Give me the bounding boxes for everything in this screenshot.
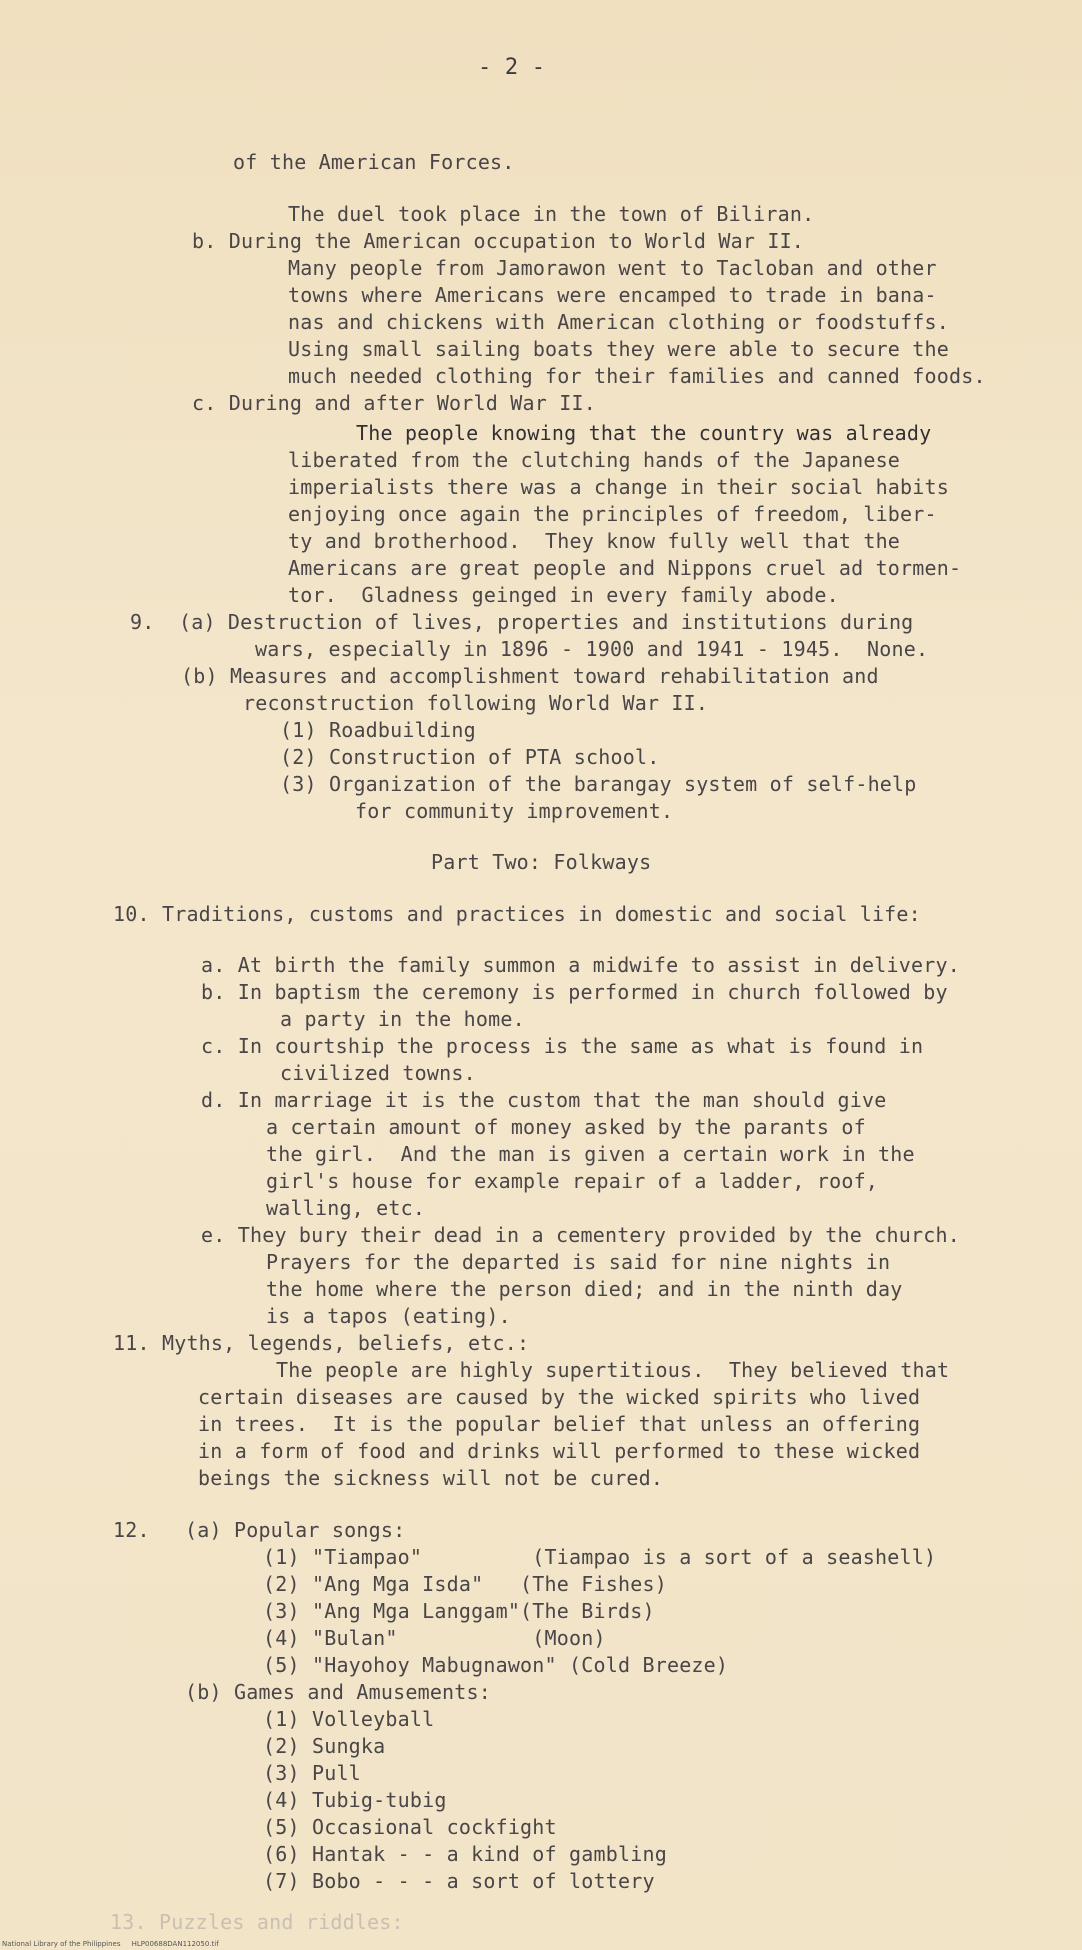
section10-item: civilized towns. bbox=[280, 1061, 476, 1085]
section10-item: the girl. And the man is given a certain work in the bbox=[266, 1142, 915, 1166]
section9-item-continuation: for community improvement. bbox=[355, 799, 674, 823]
page-number: - 2 - bbox=[478, 55, 546, 80]
section8b-line: Using small sailing boats they were able to secure the bbox=[288, 337, 950, 361]
section8-duel-line: The duel took place in the town of Biliran. bbox=[288, 202, 815, 226]
section12a-heading: (a) Popular songs: bbox=[185, 1518, 406, 1542]
section9-item: (2) Construction of PTA school. bbox=[280, 745, 660, 769]
section8b-line: much needed clothing for their families and canned foods. bbox=[288, 364, 986, 388]
game-item: (5) Occasional cockfight bbox=[263, 1815, 557, 1839]
section11-line: in a form of food and drinks will performed to these wicked bbox=[198, 1439, 921, 1463]
section8c-heading: c. During and after World War II. bbox=[192, 391, 596, 415]
section8-continuation: of the American Forces. bbox=[233, 150, 515, 174]
section11-line: in trees. It is the popular belief that unless an offering bbox=[198, 1412, 921, 1436]
section9b-line: (b) Measures and accomplishment toward rehabilitation and bbox=[181, 664, 879, 688]
song-item: (5) "Hayohoy Mabugnawon" (Cold Breeze) bbox=[263, 1653, 729, 1677]
section9a-line: 9. (a) Destruction of lives, properties and institutions during bbox=[130, 610, 914, 634]
section8c-line: Americans are great people and Nippons cruel ad tormen- bbox=[288, 556, 962, 580]
part-two-heading: Part Two: Folkways bbox=[431, 850, 652, 874]
section9-item: (1) Roadbuilding bbox=[280, 718, 476, 742]
section8c-line: liberated from the clutching hands of the Japanese bbox=[288, 448, 901, 472]
song-item: (3) "Ang Mga Langgam"(The Birds) bbox=[263, 1599, 655, 1623]
section10-heading: 10. Traditions, customs and practices in domestic and social life: bbox=[113, 902, 921, 926]
section12b-heading: (b) Games and Amusements: bbox=[185, 1680, 492, 1704]
section10-item: d. In marriage it is the custom that the man should give bbox=[201, 1088, 887, 1112]
section8c-line: enjoying once again the principles of freedom, liber- bbox=[288, 502, 937, 526]
section10-item: c. In courtship the process is the same as what is found in bbox=[201, 1034, 924, 1058]
section10-item: b. In baptism the ceremony is performed in church followed by bbox=[201, 980, 948, 1004]
section10-item: the home where the person died; and in the ninth day bbox=[266, 1277, 903, 1301]
faint-bottom-line: 13. Puzzles and riddles: bbox=[110, 1910, 404, 1934]
game-item: (3) Pull bbox=[263, 1761, 361, 1785]
section11-line: beings the sickness will not be cured. bbox=[198, 1466, 664, 1490]
section8c-line: imperialists there was a change in their social habits bbox=[288, 475, 950, 499]
game-item: (1) Volleyball bbox=[263, 1707, 435, 1731]
game-item: (7) Bobo - - - a sort of lottery bbox=[263, 1869, 655, 1893]
song-item: (4) "Bulan" (Moon) bbox=[263, 1626, 606, 1650]
section12-number: 12. bbox=[113, 1518, 150, 1542]
section8b-line: towns where Americans were encamped to trade in bana- bbox=[288, 283, 937, 307]
section11-line: certain diseases are caused by the wicked spirits who lived bbox=[198, 1385, 921, 1409]
song-item: (1) "Tiampao" (Tiampao is a sort of a seashell) bbox=[263, 1545, 937, 1569]
section10-item: Prayers for the departed is said for nine nights in bbox=[266, 1250, 891, 1274]
section8b-line: nas and chickens with American clothing or foodstuffs. bbox=[288, 310, 950, 334]
song-item: (2) "Ang Mga Isda" (The Fishes) bbox=[263, 1572, 667, 1596]
section9b-line: reconstruction following World War II. bbox=[243, 691, 709, 715]
section10-item: girl's house for example repair of a ladder, roof, bbox=[266, 1169, 879, 1193]
section8c-line: tor. Gladness geinged in every family abode. bbox=[288, 583, 839, 607]
game-item: (4) Tubig-tubig bbox=[263, 1788, 447, 1812]
section10-item: e. They bury their dead in a cementery provided by the church. bbox=[201, 1223, 960, 1247]
game-item: (6) Hantak - - a kind of gambling bbox=[263, 1842, 667, 1866]
section10-item: is a tapos (eating). bbox=[266, 1304, 511, 1328]
section8c-line: The people knowing that the country was already bbox=[356, 421, 932, 445]
section9a-line: wars, especially in 1896 - 1900 and 1941 - 1945. None. bbox=[255, 637, 929, 661]
game-item: (2) Sungka bbox=[263, 1734, 386, 1758]
section8b-line: Many people from Jamorawon went to Tacloban and other bbox=[288, 256, 937, 280]
section9-item: (3) Organization of the barangay system of self-help bbox=[280, 772, 917, 796]
section11-heading: 11. Myths, legends, beliefs, etc.: bbox=[113, 1331, 530, 1355]
scan-footer: National Library of the Philippines HLP00688DAN112050.tif bbox=[2, 1940, 219, 1948]
section10-item: a party in the home. bbox=[280, 1007, 525, 1031]
section11-line: The people are highly supertitious. They believed that bbox=[276, 1358, 950, 1382]
section10-item: a certain amount of money asked by the parants of bbox=[266, 1115, 866, 1139]
section10-item: a. At birth the family summon a midwife to assist in delivery. bbox=[201, 953, 960, 977]
section8c-line: ty and brotherhood. They know fully well that the bbox=[288, 529, 901, 553]
section10-item: walling, etc. bbox=[266, 1196, 426, 1220]
section8b-heading: b. During the American occupation to World War II. bbox=[192, 229, 805, 253]
